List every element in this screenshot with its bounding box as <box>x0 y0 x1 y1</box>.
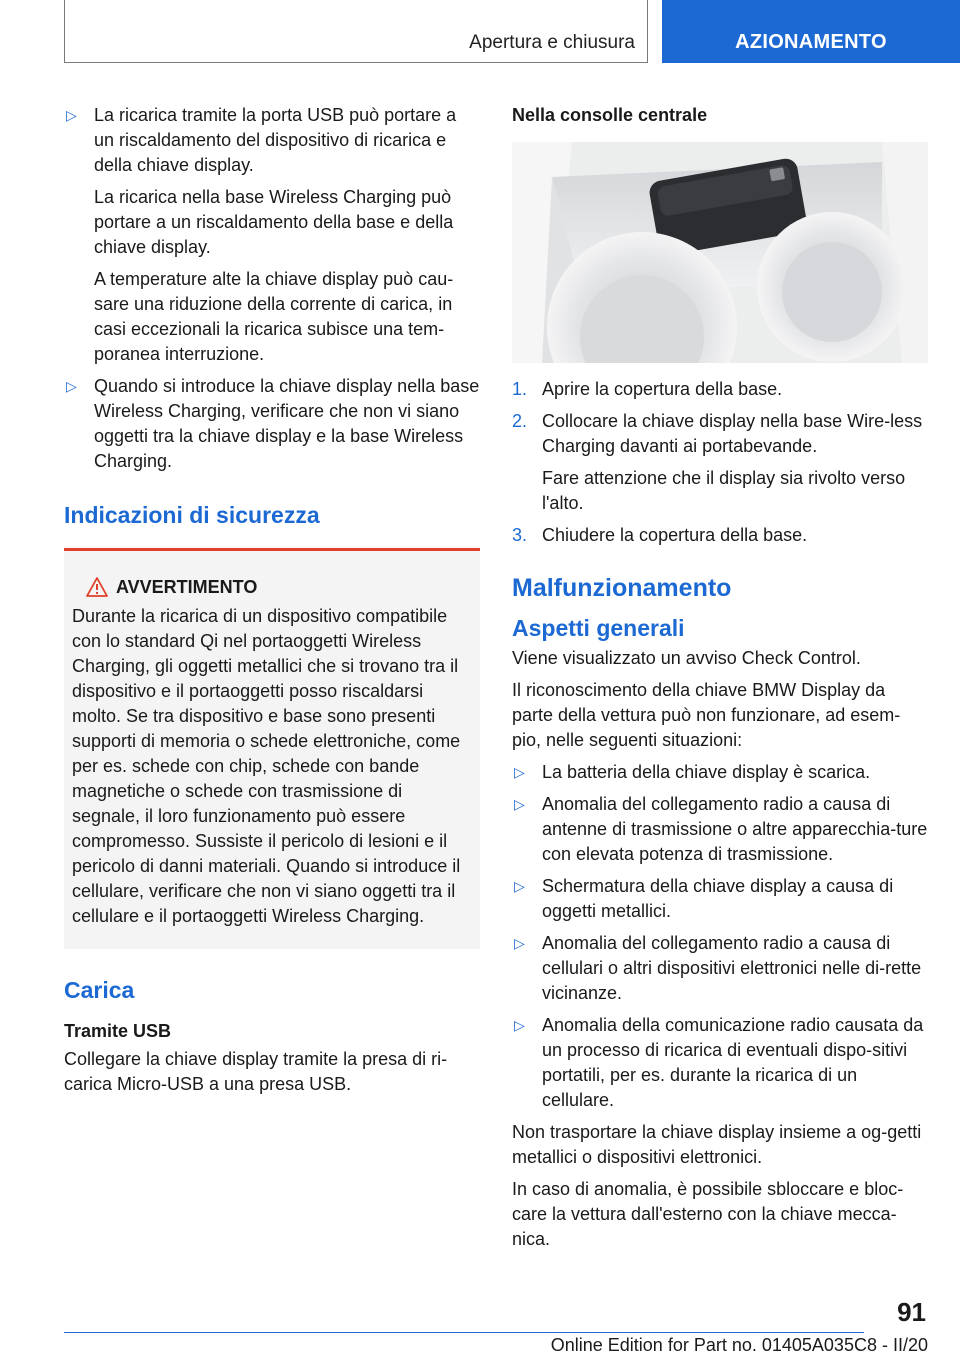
step-text: Chiudere la copertura della base. <box>542 525 808 545</box>
usb-heading: Tramite USB <box>64 1021 172 1041</box>
bullet-item <box>64 374 480 474</box>
safety-heading: Indicazioni di sicurezza <box>64 502 320 528</box>
step-text: Collocare la chiave display nella base Wire‐less Charging davanti ai portabevande. <box>542 411 923 456</box>
step-item <box>512 409 928 516</box>
general-heading: Aspetti generali <box>512 615 685 641</box>
header-section-box <box>64 0 648 63</box>
header-chapter-tab: AZIONAMENTO <box>662 0 960 63</box>
step-number: 2. <box>512 411 528 431</box>
bullet-text: La ricarica nella base Wireless Charging può portare a un riscaldamento della base e della chiave display. <box>94 187 454 257</box>
warning-title: AVVERTIMENTO <box>116 577 258 597</box>
usb-text: Collegare la chiave display tramite la presa di ri‐carica Micro-USB a una presa USB. <box>64 1049 448 1094</box>
malfunction-heading: Malfunzionamento <box>512 574 732 602</box>
step-item <box>512 523 928 548</box>
header-section-title: Apertura e chiusura <box>469 32 635 53</box>
bullet-item: ▷ Anomalia del collegamento radio a causa di cellulari o altri dispositivi elettronici nelle di‐rette vicinanze. <box>512 931 928 1006</box>
bullet-text: ▷ Quando si introduce la chiave display nella base Wireless Charging, verificare che non vi siano oggetti tra la chiave display e la base Wireless Charging. <box>94 376 480 471</box>
footer-edition: Online Edition for Part no. 01405A035C8 - II/20 <box>550 1335 928 1355</box>
bullet-text: ▷ La ricarica tramite la porta USB può portare a un riscaldamento del dispositivo di ricarica e della chiave display. <box>94 105 457 175</box>
console-photo <box>512 142 928 363</box>
paragraph: Viene visualizzato un avviso Check Control. <box>512 648 861 668</box>
bullet-item <box>64 103 480 367</box>
console-heading: Nella consolle centrale <box>512 105 708 125</box>
left-column <box>64 103 480 1104</box>
paragraph: Il riconoscimento della chiave BMW Display da parte della vettura può non funzionare, ad esem‐pio, nelle seguenti situazioni: <box>512 680 901 750</box>
warning-text: Durante la ricarica di un dispositivo compatibile con lo standard Qi nel portaoggetti Wireless Charging, gli oggetti metallici che si trovano tra il dispositivo e il portaoggetti posso riscaldarsi molto. Se tra dispositivo e base sono presenti supporti di memoria o schede elettroniche, come per es. schede con chip, schede con bande magnetiche o schede con trasmissione di segnale, il loro funzionamento può essere compromesso. Sussiste il pericolo di lesioni e il pericolo di danni materiali. Quando si introduce il cellulare, verificare che non vi siano oggetti tra il cellulare e il portaoggetti Wireless Charging. <box>72 606 461 926</box>
page-number: 91 <box>897 1297 926 1327</box>
paragraph: In caso di anomalia, è possibile sbloccare e bloc‐care la vettura dall'esterno con la chiave mecca‐nica. <box>512 1179 904 1249</box>
bullet-item: ▷ Anomalia del collegamento radio a causa di antenne di trasmissione o altre apparecchia‐ture con elevata potenza di trasmissione. <box>512 792 928 867</box>
step-item <box>512 377 928 402</box>
warning-box <box>64 548 480 949</box>
step-text: Aprire la copertura della base. <box>542 379 783 399</box>
step-number: 1. <box>512 379 528 399</box>
step-number: 3. <box>512 525 528 545</box>
warning-title-row <box>72 575 472 600</box>
right-column <box>512 103 928 1259</box>
charge-heading: Carica <box>64 977 135 1003</box>
bullet-item: ▷ Anomalia della comunicazione radio causata da un processo di ricarica di eventuali dispo‐sitivi portatili, per es. durante la ricarica di un cellulare. <box>512 1013 928 1113</box>
warning-triangle-icon <box>86 577 108 597</box>
bullet-text: A temperature alte la chiave display può cau‐sare una riduzione della corrente di carica, in casi eccezionali la ricarica subisce una tem‐poranea interruzione. <box>94 269 454 364</box>
step-text: Fare attenzione che il display sia rivolto verso l'alto. <box>542 468 906 513</box>
bullet-item: ▷ La batteria della chiave display è scarica. <box>512 760 928 785</box>
bullet-item: ▷ Schermatura della chiave display a causa di oggetti metallici. <box>512 874 928 924</box>
paragraph: Non trasportare la chiave display insieme a og‐getti metallici o dispositivi elettronici. <box>512 1122 922 1167</box>
